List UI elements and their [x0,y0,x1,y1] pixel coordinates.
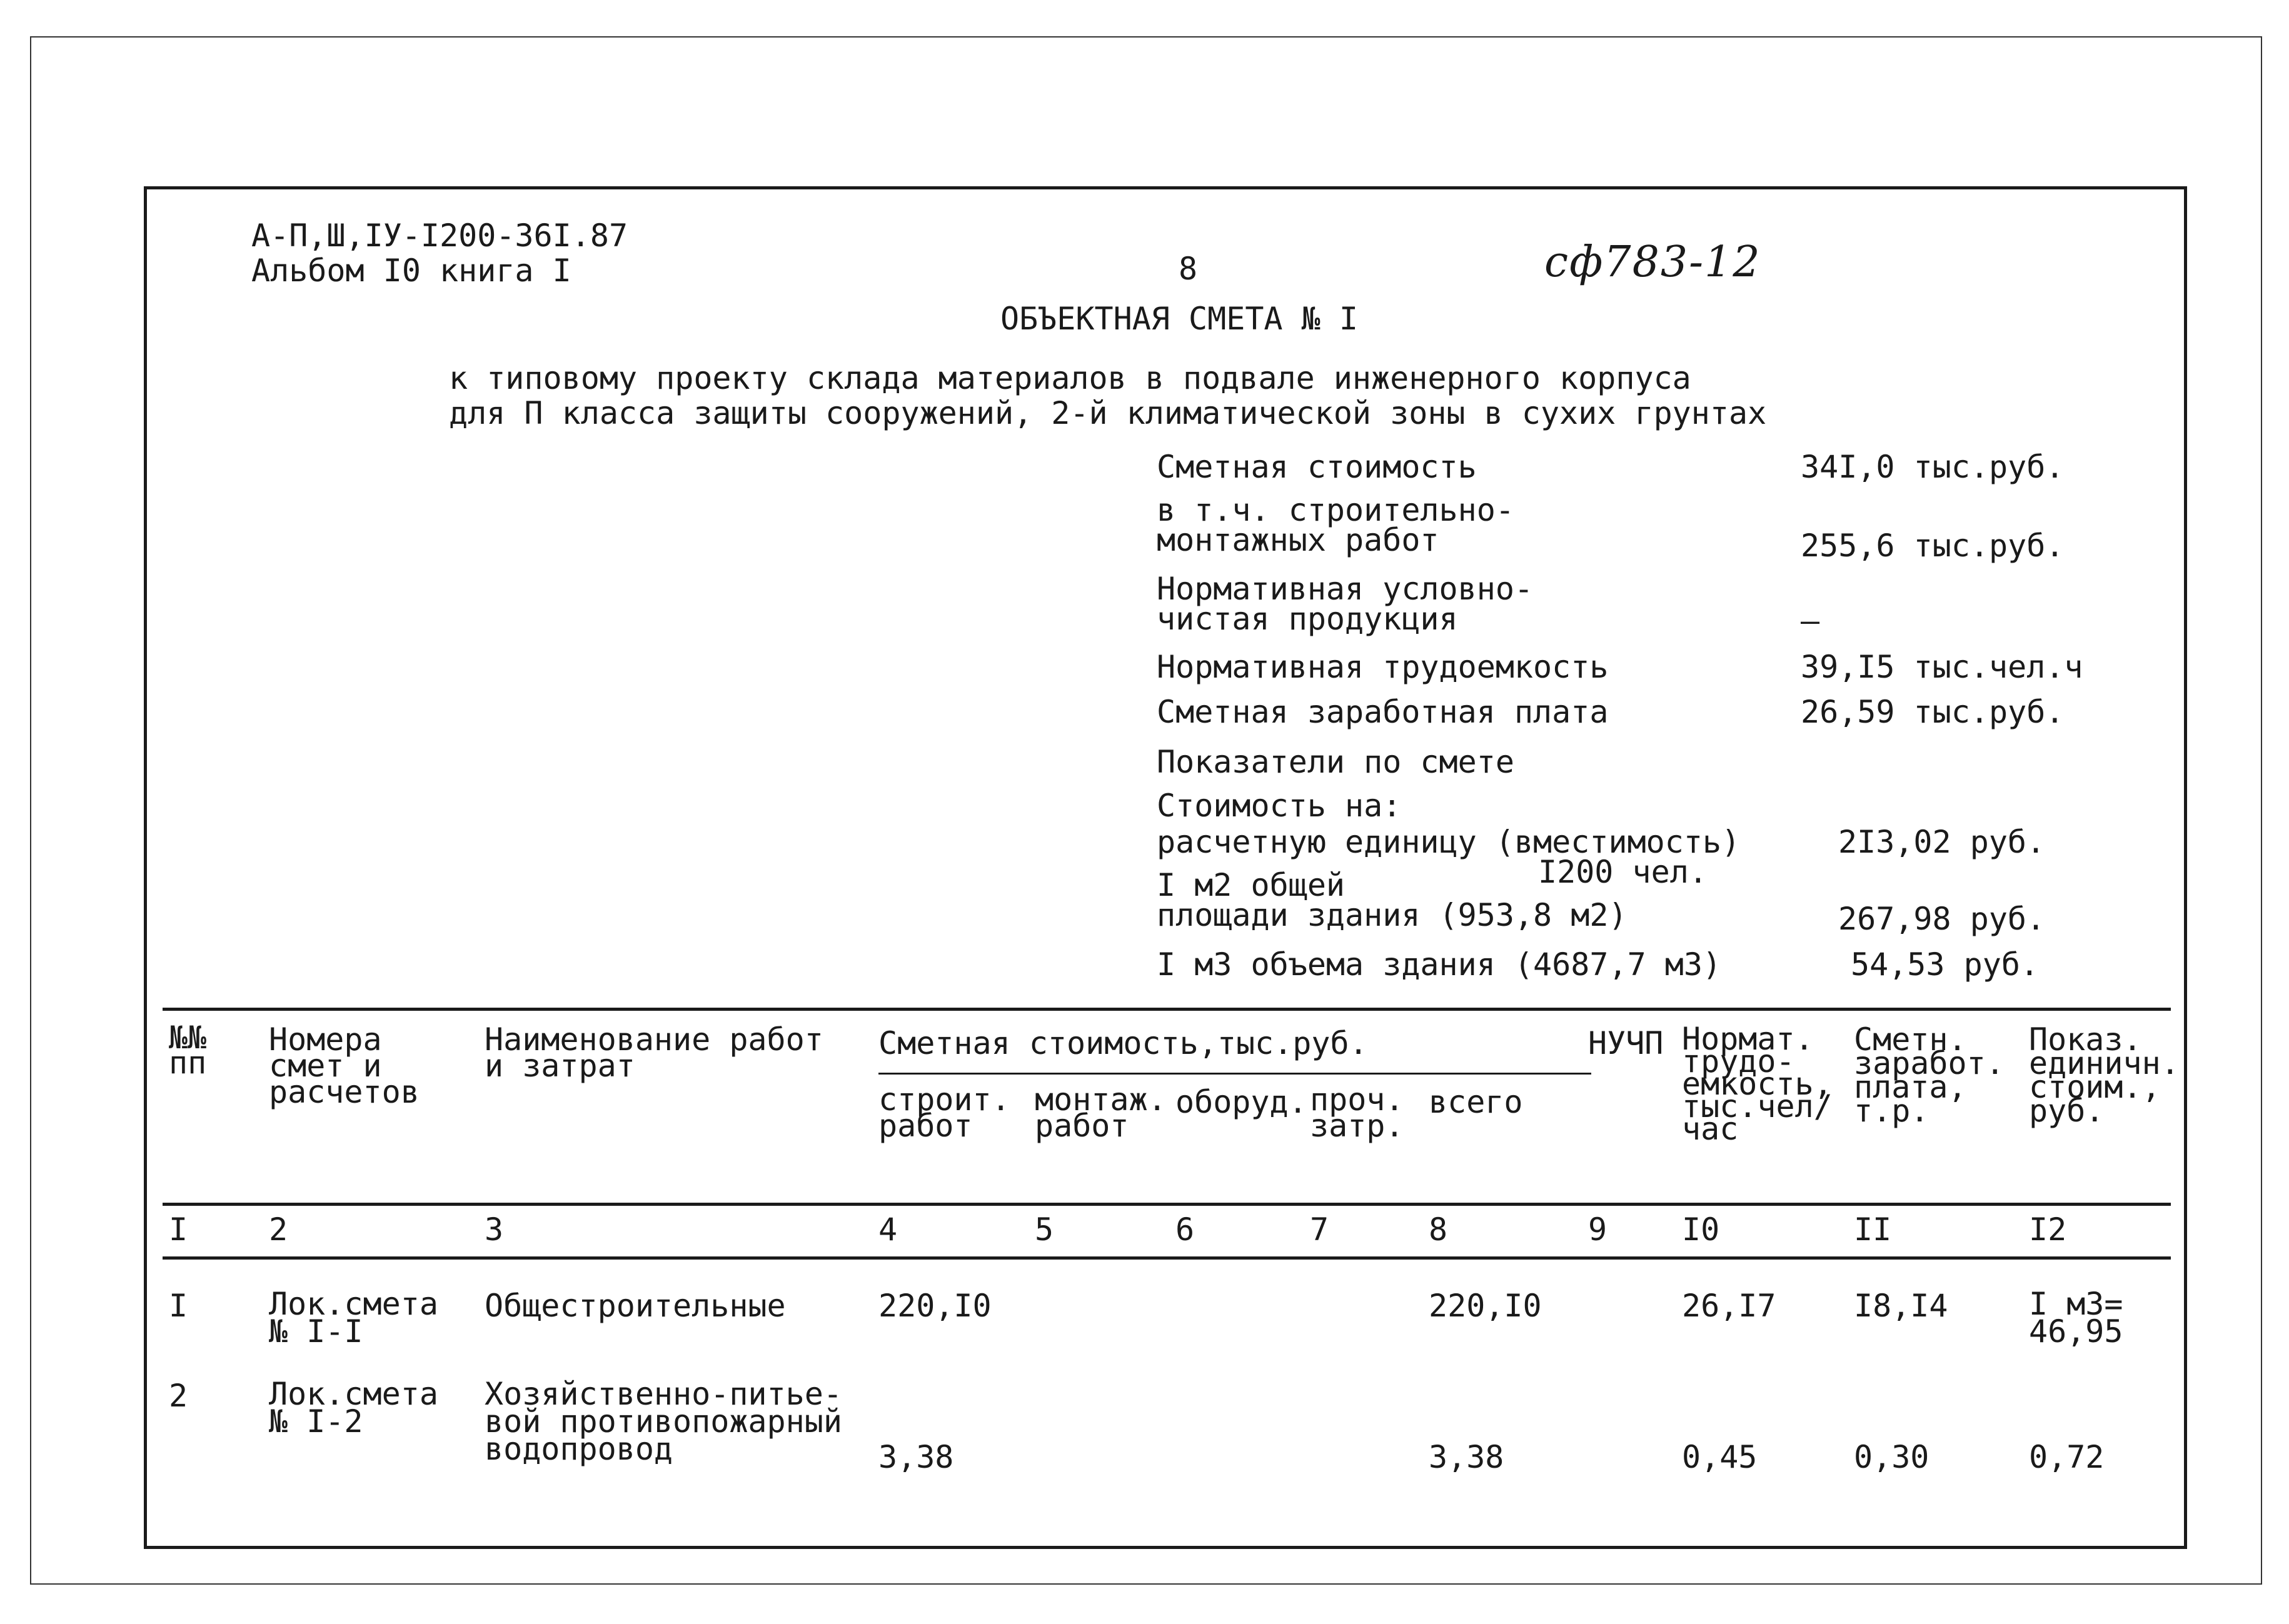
header-nuchp: НУЧП [1588,1025,1664,1061]
row-wage: I8,I4 [1854,1288,1948,1324]
unit-value: 2I3,02 руб. [1838,824,2046,860]
area-value: 267,98 руб. [1838,901,2046,937]
header-num: №№ пп [169,1020,207,1081]
row-work-name: Хозяйственно-питье- вой противопожарный водопровод [485,1376,842,1467]
wage-value: 26,59 тыс.руб. [1801,694,2065,730]
estimated-cost-value: 34I,0 тыс.руб. [1801,449,2065,485]
construction-value: 255,6 тыс.руб. [1801,528,2065,564]
wage-label: Сметная заработная плата [1157,694,1609,730]
subtitle-line-1: к типовому проекту склада материалов в подвале инженерного корпуса [449,360,1691,396]
estimated-cost-label: Сметная стоимость [1157,449,1477,485]
header-wage: Сметн. заработ. плата, т.р. [1854,1021,2005,1129]
unit-label: расчетную единицу (вместимость) [1157,824,1741,860]
row-work-name: Общестроительные [485,1288,786,1324]
page-number: 8 [1179,251,1198,287]
row-estimate: Лок.смета № I-I [269,1286,438,1350]
doc-code: А-П,Ш,IУ-I200-36I.87 [251,218,628,254]
row-total: 3,38 [1429,1439,1504,1475]
header-bottom-rule [163,1203,2171,1206]
volume-label: I м3 объема здания (4687,7 м3) [1157,946,1722,983]
header-installation: монтаж. работ [1035,1081,1167,1144]
net-output-value: – [1801,603,1820,639]
col-number-4: 4 [878,1211,898,1248]
table-top-rule [163,1008,2171,1011]
col-number-10: I0 [1682,1211,1720,1248]
column-numbers-rule [163,1256,2171,1260]
volume-value: 54,53 руб. [1851,946,2040,983]
header-labor: Нормат. трудо- емкость, тыс.чел/ час [1682,1021,1833,1147]
header-equipment: оборуд. [1175,1084,1307,1120]
row-labor: 0,45 [1682,1439,1758,1475]
doc-title: ОБЪЕКТНАЯ СМЕТА № I [1000,301,1358,337]
cost-group-rule [878,1073,1591,1075]
col-number-7: 7 [1310,1211,1329,1248]
labor-value: 39,I5 тыс.чел.ч [1801,649,2083,685]
col-number-9: 9 [1588,1211,1607,1248]
row-num: I [169,1288,188,1324]
header-construction: строит. работ [878,1081,1010,1144]
album-line: Альбом I0 книга I [251,253,571,289]
row-unit-indicator: I м3= 46,95 [2029,1286,2123,1350]
row-total: 220,I0 [1429,1288,1542,1324]
col-number-1: I [169,1211,188,1248]
area-label: I м2 общей площади здания (953,8 м2) [1157,867,1627,933]
row-labor: 26,I7 [1682,1288,1776,1324]
construction-label: в т.ч. строительно- монтажных работ [1157,492,1514,558]
row-construction: 220,I0 [878,1288,992,1324]
unit-capacity: I200 чел. [1538,854,1708,890]
row-wage: 0,30 [1854,1439,1929,1475]
col-number-2: 2 [269,1211,288,1248]
header-total: всего [1429,1084,1523,1120]
header-other: проч. затр. [1310,1081,1404,1144]
col-number-5: 5 [1035,1211,1054,1248]
col-number-11: II [1854,1211,1892,1248]
header-cost-group: Сметная стоимость,тыс.руб. [878,1025,1368,1061]
header-unit-indicator: Показ. единичн. стоим., руб. [2029,1021,2180,1129]
row-unit-indicator: 0,72 [2029,1439,2105,1475]
net-output-label: Нормативная условно- чистая продукция [1157,571,1534,637]
indicators-label: Показатели по смете [1157,744,1514,780]
header-estimate-numbers: Номера смет и расчетов [269,1021,420,1110]
row-estimate: Лок.смета № I-2 [269,1376,438,1440]
handwritten-code: сф783-12 [1544,238,1761,287]
cost-on-label: Стоимость на: [1157,788,1402,824]
col-number-12: I2 [2029,1211,2067,1248]
col-number-3: 3 [485,1211,504,1248]
col-number-8: 8 [1429,1211,1448,1248]
row-num: 2 [169,1378,188,1414]
subtitle-line-2: для П класса защиты сооружений, 2-й климатической зоны в сухих грунтах [449,395,1767,431]
labor-label: Нормативная трудоемкость [1157,649,1609,685]
row-construction: 3,38 [878,1439,954,1475]
header-work-name: Наименование работ и затрат [485,1021,823,1084]
col-number-6: 6 [1175,1211,1195,1248]
